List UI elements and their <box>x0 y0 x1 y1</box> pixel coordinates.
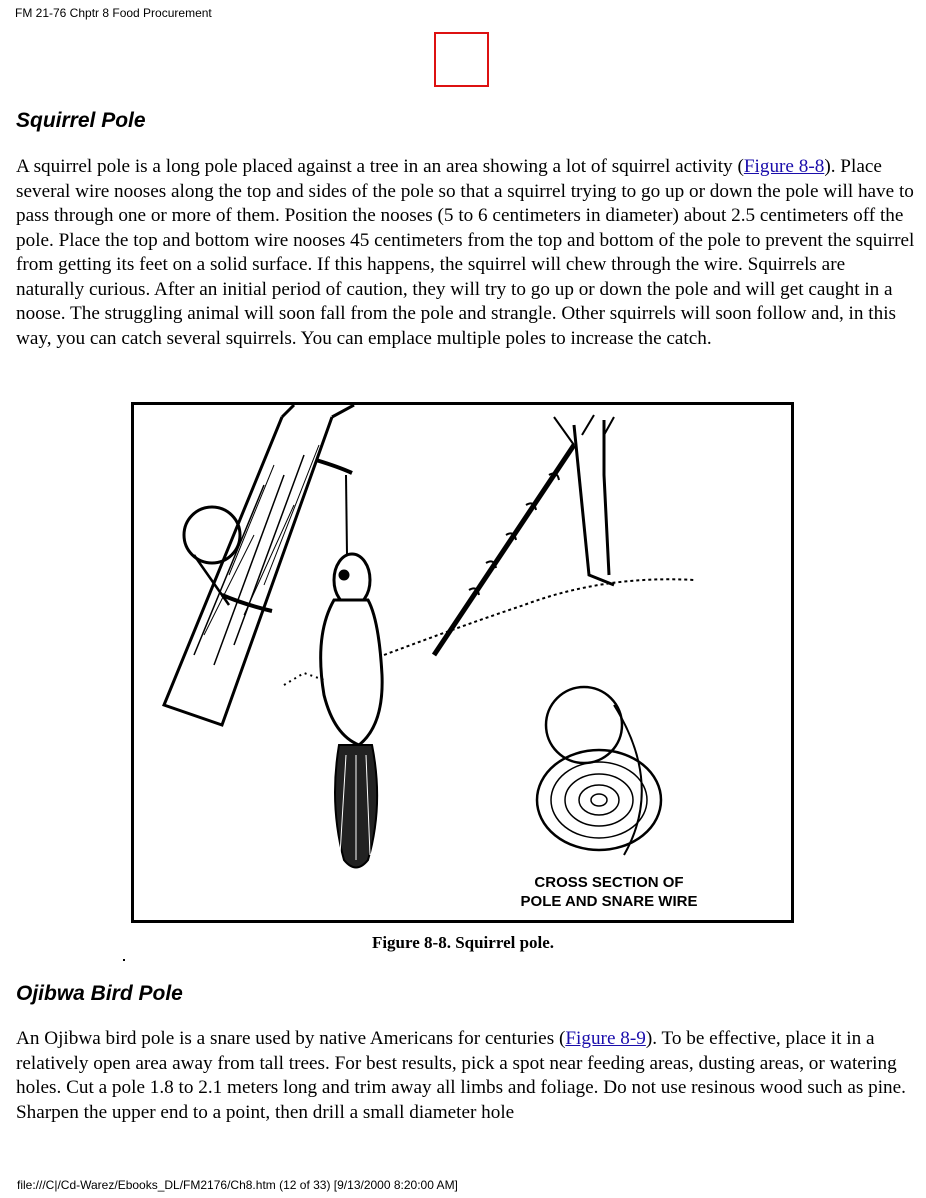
cross-section-label-line: CROSS SECTION OF <box>534 874 684 891</box>
page-header: FM 21-76 Chptr 8 Food Procurement <box>15 6 212 20</box>
figure-8-8-link[interactable]: Figure 8-8 <box>743 156 825 177</box>
figure-caption: Figure 8-8. Squirrel pole. <box>371 933 555 952</box>
squirrel-pole-illustration <box>134 405 791 920</box>
paragraph-text: A squirrel pole is a long pole placed against a tree in an area showing a lot of squirrel activity ( <box>16 156 744 177</box>
squirrel-pole-paragraph <box>16 155 916 351</box>
paragraph-text: ). To be effective, place it in a relatively open area away from tall trees. For best results, pick a spot near feeding areas, dusting areas, or watering holes. Cut a pole 1.8 to 2.1 meters long and trim away all limbs and foliage. Do not use resinous wood such as pine. Sharpen the upper end to a point, then drill a small diameter hole <box>16 1028 906 1123</box>
cross-section-drawing <box>537 687 661 855</box>
cross-section-label-line: POLE AND SNARE WIRE <box>520 893 698 910</box>
broken-image-placeholder <box>434 32 489 87</box>
figure-8-9-link[interactable]: Figure 8-9 <box>565 1028 646 1049</box>
squirrel-pole-figure <box>131 402 794 923</box>
ojibwa-bird-pole-paragraph <box>16 1027 916 1125</box>
cross-section-label <box>494 873 724 911</box>
page-footer: file:///C|/Cd-Warez/Ebooks_DL/FM2176/Ch8.htm (12 of 33) [9/13/2000 8:20:00 AM] <box>17 1178 458 1192</box>
squirrel-drawing <box>321 475 382 868</box>
section-heading-ojibwa-bird-pole: Ojibwa Bird Pole <box>16 982 183 1005</box>
paragraph-text: ). Place several wire nooses along the top and sides of the pole so that a squirrel trying to go up or down the pole will have to pass through one or more of them. Position the nooses (5 to 6 centimeters in diameter) about 2.5 centimeters off the pole. Place the top and bottom wire nooses 45 centimeters from the top and bottom of the pole to prevent the squirrel from getting its feet on a solid surface. If this happens, the squirrel will chew through the wire. Squirrels are naturally curious. After an initial period of caution, they will try to go up or down the pole and will get caught in a noose. The struggling animal will soon fall from the pole and strangle. Other squirrels will soon follow and, in this way, you can catch several squirrels. You can emplace multiple poles to increase the catch. <box>16 156 915 349</box>
paragraph-text: An Ojibwa bird pole is a snare used by native Americans for centuries ( <box>16 1028 566 1049</box>
stray-dot <box>123 959 125 961</box>
section-heading-squirrel-pole: Squirrel Pole <box>16 109 146 132</box>
